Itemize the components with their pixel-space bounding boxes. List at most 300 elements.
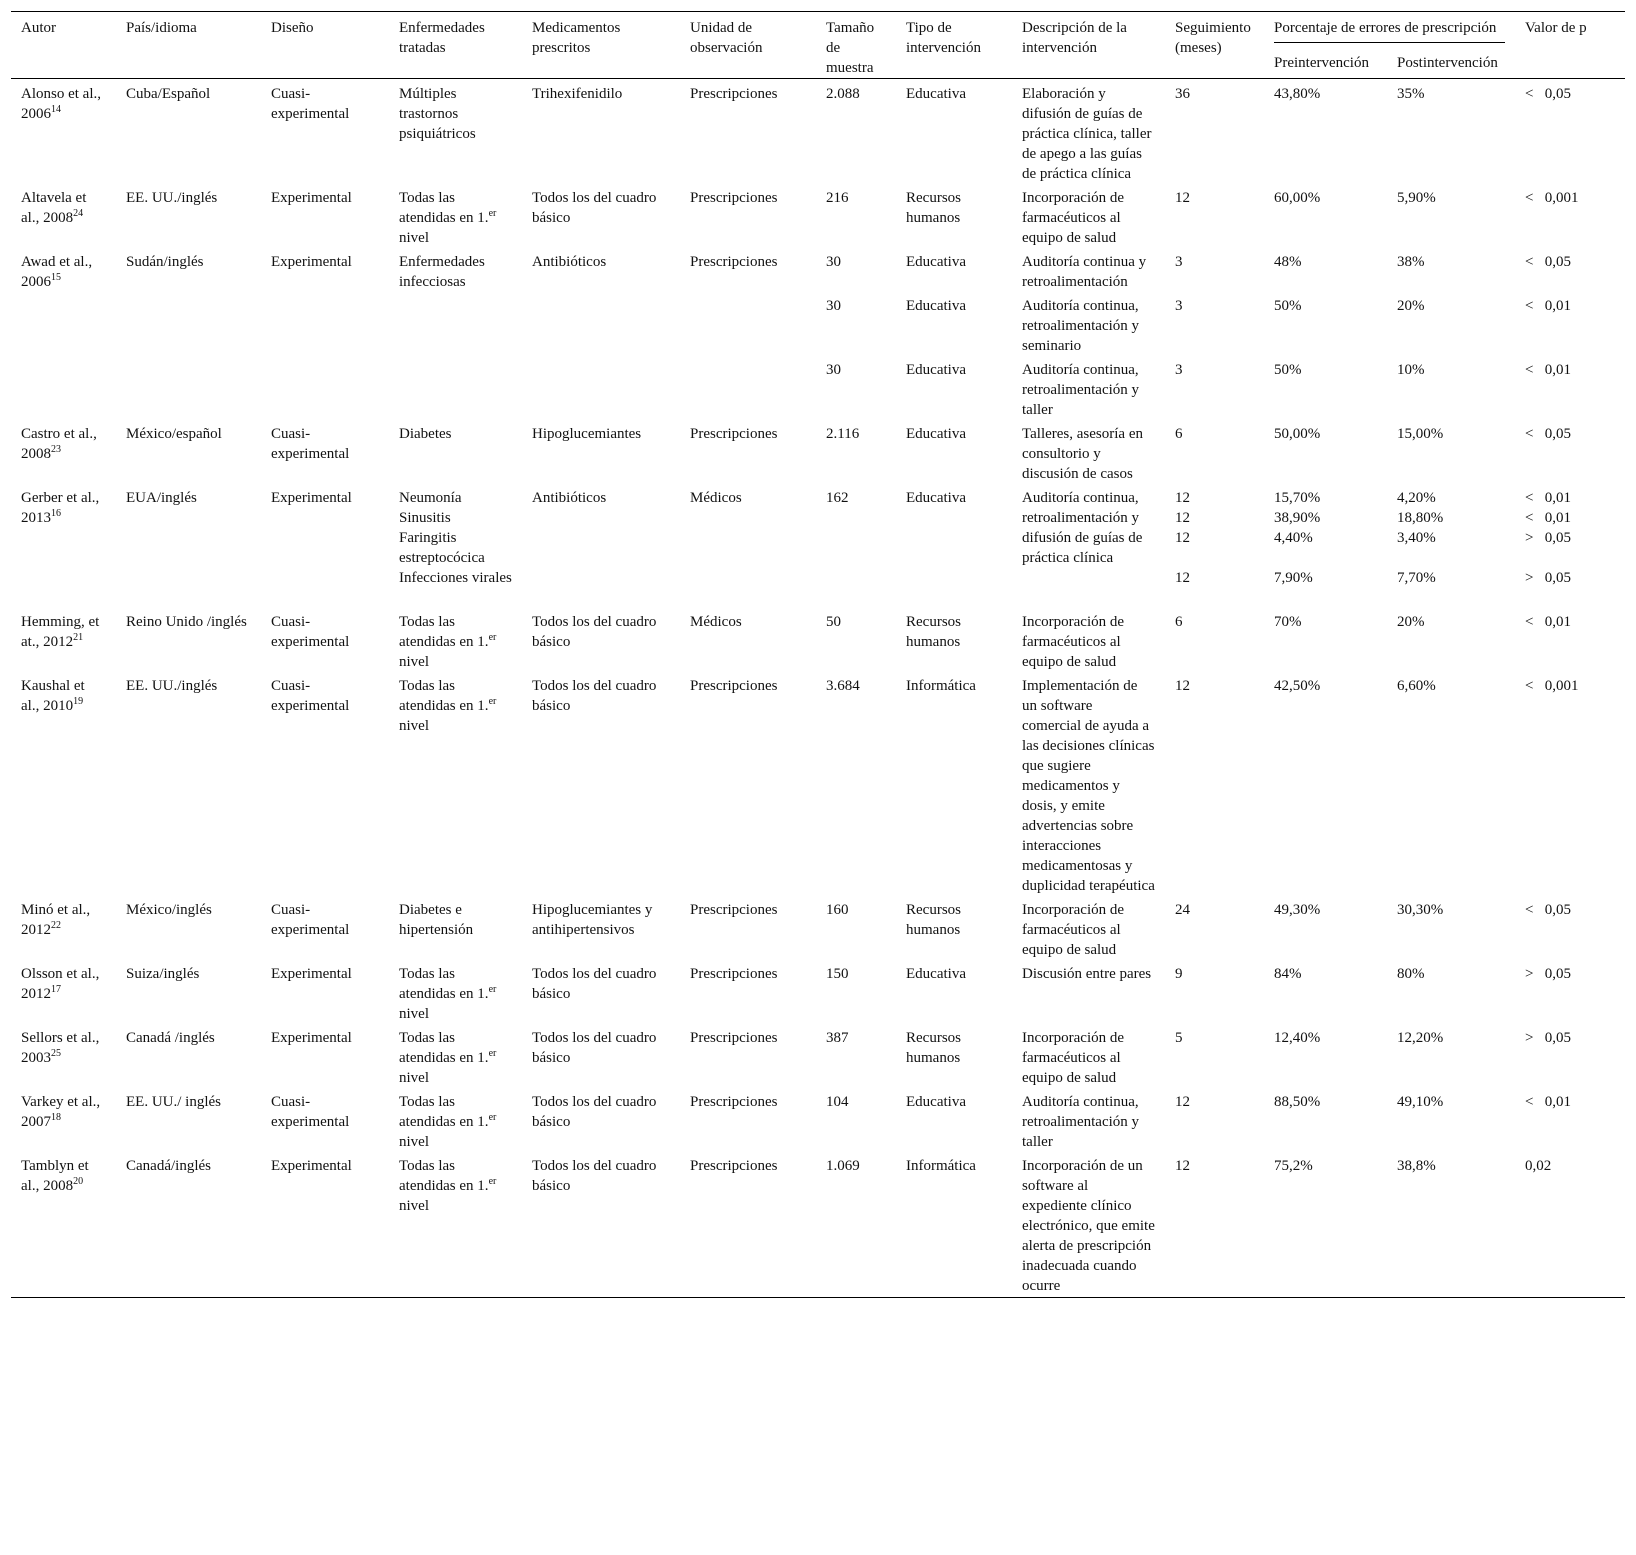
cell-medicamentos: [522, 293, 680, 357]
cell-tipo-text: Recursos humanos: [906, 902, 961, 938]
cell-descripcion: [1012, 357, 1165, 421]
cell-diseno: [261, 961, 389, 1025]
cell-unidad-text: Prescripciones: [690, 1094, 778, 1110]
cell-unidad: [680, 293, 816, 357]
cell-diseno: [261, 249, 389, 293]
cell-autor: [11, 485, 116, 609]
cell-unidad: [680, 897, 816, 961]
cell-diseno-text: Cuasi-experimental: [271, 86, 350, 122]
cell-tipo: [896, 897, 1012, 961]
cell-unidad-text: Prescripciones: [690, 1030, 778, 1046]
cell-seguimiento-item: 6: [1175, 426, 1183, 442]
cell-tipo-text: Educativa: [906, 298, 966, 314]
cell-pais: [116, 1089, 261, 1153]
cell-tamano-text: 216: [826, 190, 849, 206]
table-row: [11, 249, 1625, 293]
cell-tamano: [816, 961, 896, 1025]
cell-seguimiento: [1165, 249, 1264, 293]
cell-post-item: 15,00%: [1397, 426, 1444, 442]
cell-tamano-text: 50: [826, 614, 841, 630]
cell-seguimiento-item: 12: [1175, 678, 1190, 694]
header-porcentaje-group: [1264, 12, 1515, 47]
cell-medicamentos-text: Trihexifenidilo: [532, 86, 623, 102]
cell-p-item: > 0,05: [1525, 966, 1571, 982]
cell-pre-item: 15,70%: [1274, 490, 1321, 506]
cell-post-item: 49,10%: [1397, 1094, 1444, 1110]
cell-tamano: [816, 249, 896, 293]
cell-tipo: [896, 673, 1012, 897]
header-pvalor: Valor de p: [1515, 12, 1625, 79]
cell-pre-item: 38,90%: [1274, 510, 1321, 526]
cell-tamano-text: 30: [826, 254, 841, 270]
cell-enfermedades: [389, 293, 522, 357]
cell-diseno: [261, 673, 389, 897]
cell-descripcion: [1012, 897, 1165, 961]
cell-p: [1515, 485, 1625, 609]
cell-medicamentos: [522, 673, 680, 897]
author-name: Sellors et al., 2003: [21, 1030, 100, 1066]
table-row: [11, 485, 1625, 609]
author-name: Awad et al., 2006: [21, 254, 93, 290]
cell-post: [1387, 357, 1515, 421]
cell-diseno: [261, 1089, 389, 1153]
cell-tamano: [816, 357, 896, 421]
cell-unidad: [680, 609, 816, 673]
cell-seguimiento: [1165, 293, 1264, 357]
cell-tamano-text: 1.069: [826, 1158, 860, 1174]
cell-diseno: [261, 609, 389, 673]
cell-p: [1515, 357, 1625, 421]
cell-pais: [116, 249, 261, 293]
cell-tipo: [896, 293, 1012, 357]
header-post: Postintervención: [1387, 47, 1515, 79]
cell-tipo: [896, 1153, 1012, 1298]
cell-descripcion: [1012, 485, 1165, 609]
cell-post: [1387, 1025, 1515, 1089]
cell-medicamentos-text: Todos los del cuadro básico: [532, 678, 657, 714]
cell-post-item: 18,80%: [1397, 510, 1444, 526]
cell-medicamentos-text: Todos los del cuadro básico: [532, 1030, 657, 1066]
cell-medicamentos-text: Antibióticos: [532, 490, 607, 506]
cell-seguimiento: [1165, 897, 1264, 961]
cell-tipo-text: Educativa: [906, 490, 966, 506]
cell-tipo-text: Recursos humanos: [906, 1030, 961, 1066]
reference-number: 18: [51, 1112, 61, 1123]
cell-enfermedades-item: Faringitis estreptocócica: [399, 530, 485, 566]
cell-enfermedades: [389, 961, 522, 1025]
cell-seguimiento-item: 3: [1175, 298, 1183, 314]
cell-enfermedades-item: Todas las atendidas en 1.$^{er}$ nivel: [399, 1030, 497, 1086]
cell-post: [1387, 609, 1515, 673]
cell-p-item: > 0,05: [1525, 570, 1571, 586]
cell-tipo-text: Educativa: [906, 86, 966, 102]
cell-pre: [1264, 897, 1387, 961]
cell-unidad: [680, 185, 816, 249]
reference-number: 16: [51, 508, 61, 519]
reference-number: 14: [51, 104, 61, 115]
cell-p-item: < 0,05: [1525, 254, 1571, 270]
cell-diseno: [261, 897, 389, 961]
cell-seguimiento-item: 12: [1175, 1094, 1190, 1110]
cell-unidad-text: Prescripciones: [690, 426, 778, 442]
cell-p-item: < 0,01: [1525, 298, 1571, 314]
cell-medicamentos: [522, 485, 680, 609]
cell-enfermedades-item: Neumonía: [399, 490, 462, 506]
cell-p: [1515, 249, 1625, 293]
table-row: [11, 1089, 1625, 1153]
cell-diseno: [261, 1025, 389, 1089]
cell-tipo-text: Informática: [906, 678, 976, 694]
cell-seguimiento: [1165, 185, 1264, 249]
cell-tamano: [816, 293, 896, 357]
cell-tipo-text: Educativa: [906, 362, 966, 378]
cell-pre: [1264, 421, 1387, 485]
reference-number: 24: [73, 208, 84, 219]
cell-unidad-text: Prescripciones: [690, 966, 778, 982]
cell-seguimiento-item: 5: [1175, 1030, 1183, 1046]
cell-enfermedades: [389, 357, 522, 421]
cell-pais: [116, 185, 261, 249]
cell-enfermedades: [389, 1025, 522, 1089]
table-row: [11, 1153, 1625, 1298]
table-row: [11, 961, 1625, 1025]
cell-diseno: [261, 485, 389, 609]
cell-descripcion: [1012, 673, 1165, 897]
cell-autor: [11, 421, 116, 485]
cell-p-item: < 0,05: [1525, 426, 1571, 442]
cell-post-item: 10%: [1397, 362, 1425, 378]
cell-enfermedades-item: Todas las atendidas en 1.$^{er}$ nivel: [399, 966, 497, 1022]
cell-pre-item: 70%: [1274, 614, 1302, 630]
cell-pre-item: 60,00%: [1274, 190, 1321, 206]
cell-descripcion: [1012, 421, 1165, 485]
cell-tamano: [816, 609, 896, 673]
cell-seguimiento: [1165, 1025, 1264, 1089]
cell-tamano-text: 387: [826, 1030, 849, 1046]
cell-medicamentos: [522, 421, 680, 485]
cell-seguimiento: [1165, 961, 1264, 1025]
cell-pais: [116, 609, 261, 673]
cell-autor: [11, 961, 116, 1025]
cell-descripcion-text: Auditoría continua, retroalimentación y seminario: [1022, 298, 1140, 354]
cell-tamano-text: 30: [826, 298, 841, 314]
cell-post-item: 38,8%: [1397, 1158, 1436, 1174]
cell-pre: [1264, 1089, 1387, 1153]
cell-p-item: > 0,05: [1525, 530, 1571, 546]
cell-p: [1515, 673, 1625, 897]
cell-tipo: [896, 485, 1012, 609]
cell-diseno-text: Experimental: [271, 1030, 352, 1046]
table-row: [11, 421, 1625, 485]
cell-tipo: [896, 357, 1012, 421]
cell-pais: [116, 79, 261, 186]
cell-pre: [1264, 357, 1387, 421]
cell-descripcion: [1012, 185, 1165, 249]
cell-pre-item: 50,00%: [1274, 426, 1321, 442]
cell-pais-text: EE. UU./inglés: [126, 678, 218, 694]
cell-seguimiento-item: 12: [1175, 490, 1190, 506]
cell-seguimiento: [1165, 1089, 1264, 1153]
cell-tipo: [896, 1089, 1012, 1153]
cell-p-item: > 0,05: [1525, 1030, 1571, 1046]
cell-post-item: 30,30%: [1397, 902, 1444, 918]
cell-diseno-text: Cuasi-experimental: [271, 1094, 350, 1130]
cell-pre-item: 50%: [1274, 362, 1302, 378]
studies-table: [11, 11, 1625, 1298]
cell-pre-item: 88,50%: [1274, 1094, 1321, 1110]
cell-pais-text: México/español: [126, 426, 222, 442]
cell-pre: [1264, 249, 1387, 293]
cell-unidad: [680, 1025, 816, 1089]
cell-unidad-text: Prescripciones: [690, 1158, 778, 1174]
cell-pais: [116, 961, 261, 1025]
cell-pais-text: Canadá/inglés: [126, 1158, 211, 1174]
cell-enfermedades-item: Múltiples trastornos psiquiátricos: [399, 86, 476, 142]
cell-medicamentos: [522, 249, 680, 293]
author-name: Olsson et al., 2012: [21, 966, 100, 1002]
cell-diseno-text: Experimental: [271, 490, 352, 506]
cell-enfermedades-item: Todas las atendidas en 1.$^{er}$ nivel: [399, 1158, 497, 1214]
cell-tipo: [896, 421, 1012, 485]
cell-post-item: 6,60%: [1397, 678, 1436, 694]
cell-unidad: [680, 673, 816, 897]
cell-p: [1515, 1025, 1625, 1089]
cell-medicamentos: [522, 1153, 680, 1298]
cell-descripcion-text: Auditoría continua, retroalimentación y taller: [1022, 1094, 1140, 1150]
cell-pre-item: 48%: [1274, 254, 1302, 270]
cell-pre-item: 42,50%: [1274, 678, 1321, 694]
cell-pre-item: 43,80%: [1274, 86, 1321, 102]
header-porcentaje: Porcentaje de errores de prescripción: [1274, 18, 1505, 43]
header-tipo: Tipo de intervención: [896, 12, 1012, 79]
cell-pre: [1264, 1025, 1387, 1089]
cell-medicamentos-text: Todos los del cuadro básico: [532, 966, 657, 1002]
header-autor: Autor: [11, 12, 116, 79]
cell-seguimiento-item: 36: [1175, 86, 1190, 102]
cell-tamano: [816, 1153, 896, 1298]
cell-pre-item: 7,90%: [1274, 570, 1313, 586]
cell-diseno: [261, 421, 389, 485]
cell-tipo: [896, 79, 1012, 186]
cell-unidad-text: Prescripciones: [690, 902, 778, 918]
cell-p-item: < 0,001: [1525, 678, 1579, 694]
cell-p: [1515, 421, 1625, 485]
cell-tamano-text: 104: [826, 1094, 849, 1110]
cell-seguimiento-item: 12: [1175, 570, 1190, 586]
cell-unidad: [680, 421, 816, 485]
cell-enfermedades: [389, 897, 522, 961]
cell-tamano: [816, 673, 896, 897]
cell-pre-item: 4,40%: [1274, 530, 1313, 546]
cell-pais: [116, 1025, 261, 1089]
cell-unidad: [680, 357, 816, 421]
cell-descripcion-text: Auditoría continua, retroalimentación y difusión de guías de práctica clínica: [1022, 490, 1143, 566]
cell-tipo: [896, 609, 1012, 673]
cell-pre: [1264, 79, 1387, 186]
cell-enfermedades-item: Sinusitis: [399, 510, 451, 526]
header-pais: País/idioma: [116, 12, 261, 79]
cell-tamano-text: 3.684: [826, 678, 860, 694]
cell-post: [1387, 185, 1515, 249]
cell-pre: [1264, 1153, 1387, 1298]
reference-number: 25: [51, 1048, 61, 1059]
reference-number: 21: [73, 632, 84, 643]
cell-pre-item: 84%: [1274, 966, 1302, 982]
cell-medicamentos: [522, 185, 680, 249]
cell-medicamentos-text: Todos los del cuadro básico: [532, 614, 657, 650]
cell-autor: [11, 293, 116, 357]
table-row: [11, 79, 1625, 186]
cell-descripcion: [1012, 961, 1165, 1025]
cell-post-item: 7,70%: [1397, 570, 1436, 586]
cell-post: [1387, 421, 1515, 485]
cell-pre-item: 50%: [1274, 298, 1302, 314]
author-name: Altavela et al., 2008: [21, 190, 87, 226]
cell-enfermedades: [389, 79, 522, 186]
cell-tipo: [896, 961, 1012, 1025]
cell-enfermedades-item: Todas las atendidas en 1.$^{er}$ nivel: [399, 1094, 497, 1150]
cell-diseno: [261, 79, 389, 186]
cell-descripcion: [1012, 1025, 1165, 1089]
cell-unidad: [680, 485, 816, 609]
cell-post-item: 4,20%: [1397, 490, 1436, 506]
cell-p-item: < 0,01: [1525, 362, 1571, 378]
cell-unidad: [680, 961, 816, 1025]
cell-medicamentos: [522, 961, 680, 1025]
cell-autor: [11, 1089, 116, 1153]
cell-post: [1387, 961, 1515, 1025]
cell-post-item: 80%: [1397, 966, 1425, 982]
cell-enfermedades-item: Todas las atendidas en 1.$^{er}$ nivel: [399, 190, 497, 246]
cell-p-item: < 0,01: [1525, 1094, 1571, 1110]
cell-diseno-text: Experimental: [271, 254, 352, 270]
cell-pre: [1264, 609, 1387, 673]
cell-autor: [11, 185, 116, 249]
cell-tamano-text: 162: [826, 490, 849, 506]
table-row: [11, 293, 1625, 357]
cell-pais-text: EE. UU./ inglés: [126, 1094, 221, 1110]
cell-tamano: [816, 185, 896, 249]
cell-medicamentos-text: Todos los del cuadro básico: [532, 190, 657, 226]
cell-post: [1387, 79, 1515, 186]
cell-tipo-text: Recursos humanos: [906, 190, 961, 226]
header-unidad: Unidad de observación: [680, 12, 816, 79]
cell-enfermedades: [389, 421, 522, 485]
cell-pais-text: Cuba/Español: [126, 86, 211, 102]
cell-autor: [11, 1153, 116, 1298]
cell-pais-text: Suiza/inglés: [126, 966, 200, 982]
cell-tipo: [896, 1025, 1012, 1089]
cell-medicamentos: [522, 609, 680, 673]
table-row: [11, 609, 1625, 673]
cell-tamano-text: 2.088: [826, 86, 860, 102]
cell-medicamentos-text: Hipoglucemiantes: [532, 426, 642, 442]
cell-p-item: < 0,05: [1525, 86, 1571, 102]
cell-enfermedades: [389, 1089, 522, 1153]
cell-descripcion-text: Auditoría continua, retroalimentación y taller: [1022, 362, 1140, 418]
cell-enfermedades-item: Diabetes e hipertensión: [399, 902, 474, 938]
reference-number: 20: [73, 1176, 84, 1187]
cell-p-item: < 0,05: [1525, 902, 1571, 918]
cell-unidad: [680, 1089, 816, 1153]
cell-p-item: < 0,001: [1525, 190, 1579, 206]
cell-pre: [1264, 185, 1387, 249]
cell-seguimiento: [1165, 673, 1264, 897]
cell-post-item: 3,40%: [1397, 530, 1436, 546]
cell-diseno-text: Cuasi-experimental: [271, 902, 350, 938]
cell-seguimiento-item: 12: [1175, 1158, 1190, 1174]
cell-medicamentos-text: Todos los del cuadro básico: [532, 1094, 657, 1130]
header-descripcion: Descripción de la intervención: [1012, 12, 1165, 79]
reference-number: 17: [51, 984, 61, 995]
cell-post-item: 20%: [1397, 614, 1425, 630]
cell-post: [1387, 1089, 1515, 1153]
cell-pais-text: Canadá /inglés: [126, 1030, 215, 1046]
cell-tipo-text: Recursos humanos: [906, 614, 961, 650]
cell-autor: [11, 897, 116, 961]
cell-p: [1515, 1153, 1625, 1298]
cell-descripcion-text: Auditoría continua y retroalimentación: [1022, 254, 1147, 290]
cell-descripcion-text: Discusión entre pares: [1022, 966, 1152, 982]
cell-p: [1515, 897, 1625, 961]
cell-tipo: [896, 185, 1012, 249]
cell-autor: [11, 249, 116, 293]
cell-seguimiento-item: 3: [1175, 254, 1183, 270]
cell-seguimiento-item: 6: [1175, 614, 1183, 630]
cell-descripcion-text: Elaboración y difusión de guías de práctica clínica, taller de apego a las guías de práctica clínica: [1022, 86, 1152, 182]
cell-enfermedades-item: Todas las atendidas en 1.$^{er}$ nivel: [399, 614, 497, 670]
cell-post: [1387, 293, 1515, 357]
cell-seguimiento: [1165, 79, 1264, 186]
cell-p: [1515, 1089, 1625, 1153]
author-name: Kaushal et al., 2010: [21, 678, 85, 714]
cell-descripcion-text: Incorporación de farmacéuticos al equipo de salud: [1022, 1030, 1125, 1086]
cell-diseno-text: Experimental: [271, 966, 352, 982]
cell-medicamentos: [522, 1025, 680, 1089]
cell-tipo-text: Educativa: [906, 254, 966, 270]
header-seguimiento: Seguimiento (meses): [1165, 12, 1264, 79]
header-tamano: Tamaño de muestra: [816, 12, 896, 79]
cell-pre: [1264, 485, 1387, 609]
cell-autor: [11, 609, 116, 673]
cell-tamano-text: 30: [826, 362, 841, 378]
cell-tamano: [816, 485, 896, 609]
cell-unidad-text: Prescripciones: [690, 254, 778, 270]
cell-medicamentos: [522, 897, 680, 961]
reference-number: 22: [51, 920, 61, 931]
cell-seguimiento-item: 3: [1175, 362, 1183, 378]
cell-p: [1515, 961, 1625, 1025]
cell-pre-item: 75,2%: [1274, 1158, 1313, 1174]
cell-enfermedades: [389, 185, 522, 249]
cell-medicamentos-text: Hipoglucemiantes y antihipertensivos: [532, 902, 653, 938]
cell-pre-item: 49,30%: [1274, 902, 1321, 918]
header-medicamentos: Medicamentos prescritos: [522, 12, 680, 79]
cell-seguimiento-item: 12: [1175, 190, 1190, 206]
cell-p: [1515, 185, 1625, 249]
cell-tipo-text: Educativa: [906, 1094, 966, 1110]
author-name: Alonso et al., 2006: [21, 86, 101, 122]
cell-autor: [11, 1025, 116, 1089]
cell-p-item: < 0,01: [1525, 490, 1571, 506]
cell-seguimiento-item: 9: [1175, 966, 1183, 982]
header-diseno: Diseño: [261, 12, 389, 79]
cell-autor: [11, 673, 116, 897]
cell-enfermedades-item: Infecciones virales: [399, 570, 512, 586]
cell-post-item: 5,90%: [1397, 190, 1436, 206]
author-name: Hemming, et at., 2012: [21, 614, 100, 650]
cell-medicamentos: [522, 79, 680, 186]
